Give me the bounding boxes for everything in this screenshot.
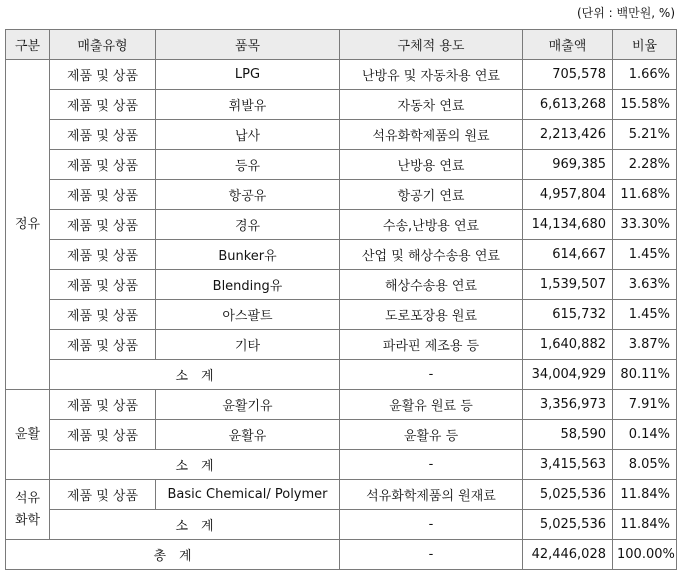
item-cell: Blending유: [156, 270, 340, 300]
ratio-cell: 8.05%: [613, 450, 677, 480]
item-cell: 윤활기유: [156, 390, 340, 420]
sales-type-cell: 제품 및 상품: [50, 330, 156, 360]
item-cell: 아스팔트: [156, 300, 340, 330]
use-cell: 파라핀 제조용 등: [340, 330, 523, 360]
sales-type-cell: 제품 및 상품: [50, 390, 156, 420]
ratio-cell: 80.11%: [613, 360, 677, 390]
ratio-cell: 33.30%: [613, 210, 677, 240]
ratio-cell: 15.58%: [613, 90, 677, 120]
use-cell: -: [340, 450, 523, 480]
sales-type-cell: 제품 및 상품: [50, 300, 156, 330]
use-cell: -: [340, 540, 523, 570]
item-cell: Basic Chemical/ Polymer: [156, 480, 340, 510]
sales-cell: 705,578: [523, 60, 613, 90]
sales-cell: 5,025,536: [523, 510, 613, 540]
group-label: 윤활: [6, 390, 50, 480]
subtotal-row: [6, 360, 677, 390]
subtotal-label: 소 계: [50, 450, 340, 480]
header-sales-type: 매출유형: [50, 30, 156, 60]
ratio-cell: 100.00%: [613, 540, 677, 570]
header-sales: 매출액: [523, 30, 613, 60]
sales-cell: 6,613,268: [523, 90, 613, 120]
subtotal-label: 소 계: [50, 360, 340, 390]
sales-type-cell: 제품 및 상품: [50, 180, 156, 210]
use-cell: 윤활유 등: [340, 420, 523, 450]
sales-type-cell: 제품 및 상품: [50, 60, 156, 90]
sales-type-cell: 제품 및 상품: [50, 90, 156, 120]
sales-cell: 3,356,973: [523, 390, 613, 420]
sales-type-cell: 제품 및 상품: [50, 480, 156, 510]
table-row: [6, 420, 677, 450]
subtotal-label: 소 계: [50, 510, 340, 540]
sales-cell: 969,385: [523, 150, 613, 180]
header-use: 구체적 용도: [340, 30, 523, 60]
item-cell: 항공유: [156, 180, 340, 210]
ratio-cell: 1.45%: [613, 240, 677, 270]
sales-type-cell: 제품 및 상품: [50, 120, 156, 150]
sales-cell: 614,667: [523, 240, 613, 270]
sales-cell: 2,213,426: [523, 120, 613, 150]
ratio-cell: 1.66%: [613, 60, 677, 90]
sales-type-cell: 제품 및 상품: [50, 150, 156, 180]
header-item: 품목: [156, 30, 340, 60]
sales-cell: 58,590: [523, 420, 613, 450]
ratio-cell: 0.14%: [613, 420, 677, 450]
unit-note: (단위 : 백만원, %): [576, 6, 675, 20]
use-cell: 석유화학제품의 원료: [340, 120, 523, 150]
ratio-cell: 7.91%: [613, 390, 677, 420]
ratio-cell: 1.45%: [613, 300, 677, 330]
group-label: 정유: [6, 60, 50, 390]
table-row: [6, 60, 677, 90]
use-cell: 도로포장용 원료: [340, 300, 523, 330]
use-cell: 석유화학제품의 원재료: [340, 480, 523, 510]
use-cell: 난방용 연료: [340, 150, 523, 180]
total-label: 총 계: [6, 540, 340, 570]
use-cell: -: [340, 360, 523, 390]
sales-cell: 3,415,563: [523, 450, 613, 480]
use-cell: 자동차 연료: [340, 90, 523, 120]
ratio-cell: 11.84%: [613, 510, 677, 540]
use-cell: 난방유 및 자동차용 연료: [340, 60, 523, 90]
table-header-row: [6, 30, 677, 60]
use-cell: 산업 및 해상수송용 연료: [340, 240, 523, 270]
sales-type-cell: 제품 및 상품: [50, 270, 156, 300]
table-row: [6, 480, 677, 510]
sales-cell: 1,640,882: [523, 330, 613, 360]
table-row: [6, 270, 677, 300]
item-cell: 납사: [156, 120, 340, 150]
item-cell: 경유: [156, 210, 340, 240]
sales-cell: 34,004,929: [523, 360, 613, 390]
total-row: [6, 540, 677, 570]
item-cell: 기타: [156, 330, 340, 360]
sales-type-cell: 제품 및 상품: [50, 240, 156, 270]
ratio-cell: 11.84%: [613, 480, 677, 510]
item-cell: 등유: [156, 150, 340, 180]
use-cell: -: [340, 510, 523, 540]
ratio-cell: 5.21%: [613, 120, 677, 150]
sales-cell: 615,732: [523, 300, 613, 330]
table-row: [6, 90, 677, 120]
header-ratio: 비율: [613, 30, 677, 60]
item-cell: 윤활유: [156, 420, 340, 450]
sales-cell: 4,957,804: [523, 180, 613, 210]
ratio-cell: 3.63%: [613, 270, 677, 300]
item-cell: Bunker유: [156, 240, 340, 270]
table-row: [6, 150, 677, 180]
table-row: [6, 240, 677, 270]
use-cell: 수송,난방용 연료: [340, 210, 523, 240]
subtotal-row: [6, 510, 677, 540]
table-row: [6, 390, 677, 420]
table-row: [6, 180, 677, 210]
sales-type-cell: 제품 및 상품: [50, 420, 156, 450]
subtotal-row: [6, 450, 677, 480]
ratio-cell: 3.87%: [613, 330, 677, 360]
table-row: [6, 330, 677, 360]
item-cell: LPG: [156, 60, 340, 90]
ratio-cell: 11.68%: [613, 180, 677, 210]
header-category: 구분: [6, 30, 50, 60]
sales-cell: 5,025,536: [523, 480, 613, 510]
ratio-cell: 2.28%: [613, 150, 677, 180]
table-row: [6, 120, 677, 150]
sales-type-cell: 제품 및 상품: [50, 210, 156, 240]
use-cell: 윤활유 원료 등: [340, 390, 523, 420]
item-cell: 휘발유: [156, 90, 340, 120]
sales-cell: 14,134,680: [523, 210, 613, 240]
group-label: 석유화학: [6, 480, 50, 540]
table-row: [6, 300, 677, 330]
sales-table: [5, 29, 677, 570]
sales-cell: 1,539,507: [523, 270, 613, 300]
table-row: [6, 210, 677, 240]
use-cell: 해상수송용 연료: [340, 270, 523, 300]
use-cell: 항공기 연료: [340, 180, 523, 210]
sales-cell: 42,446,028: [523, 540, 613, 570]
